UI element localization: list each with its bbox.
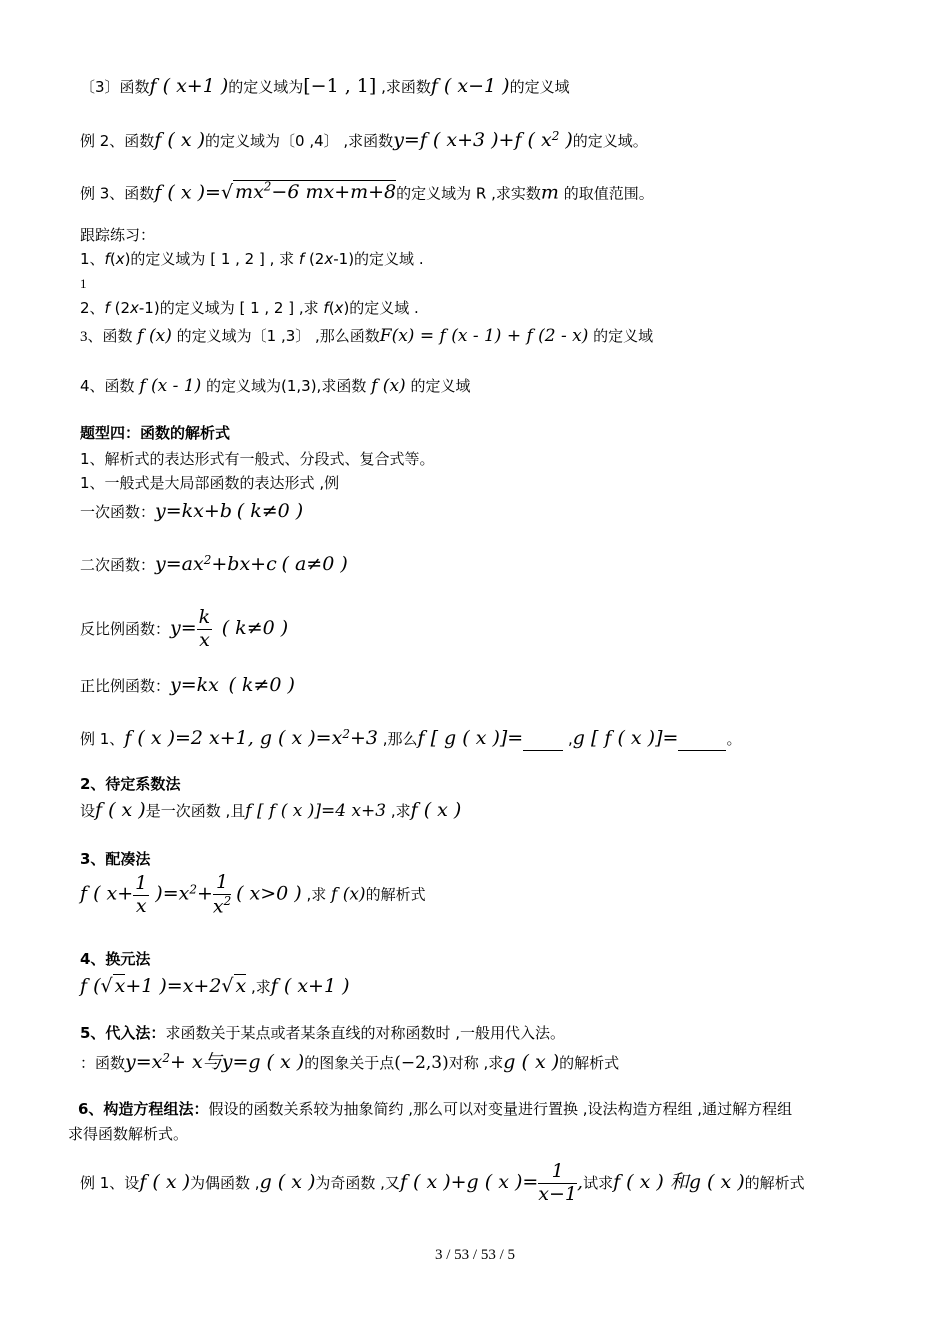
line-26: 6、构造方程组法：假设的函数关系较为抽象简约 ,那么可以对变量进行置换 ,设法构造方程组 ,通过解方程组 xyxy=(78,1100,793,1118)
line-4: 跟踪练习： xyxy=(80,226,156,244)
sqrt-x-2: x xyxy=(235,975,247,997)
sqrt-expression: $mx^2-6$ mx+m+8 xyxy=(235,180,397,204)
line-2: 例 2、函数f ( x )的定义域为〔0 ,4〕 ,求函数y=f ( x+3 )+f ( $x^2$ )的定义域。 xyxy=(80,129,648,151)
fraction-1-over-x-squared: $\frac{1}{x^2}$ xyxy=(212,871,232,918)
line-21: f ( x+ $\frac{1}{x}$ )$=x^2+$ $\frac{1}{x^2}$ ( x>0 ) ,求 f (x)的解析式 xyxy=(80,871,426,918)
page-footer xyxy=(0,1246,950,1266)
line-1: 〔3〕函数f ( x+1 )的定义域为[−1 , 1] ,求函数f ( x−1 )的定义域 xyxy=(80,75,570,97)
line-15: 反比例函数：y= $\frac{k}{x}$ ( k≠0 ) xyxy=(80,606,289,651)
line-23: f (√ x+1 )=x+2√ x ,求f ( x+1 ) xyxy=(80,975,350,997)
section-title-4: 题型四：函数的解析式 xyxy=(80,424,231,442)
line-6: 1 xyxy=(80,276,87,291)
line-19: 设f ( x )是一次函数 ,且f [ f ( x )]=4 x+3 ,求f ( x ) xyxy=(80,799,462,821)
sqrt-x-1: x xyxy=(114,975,126,997)
page-number: 3 / 53 / 53 / 5 xyxy=(434,1247,515,1263)
method-title-2: 2、待定系数法 xyxy=(80,775,181,793)
answer-blank-1[interactable] xyxy=(523,730,563,751)
answer-blank-2[interactable] xyxy=(678,730,726,751)
line-13: 一次函数：y=kx+b ( k≠0 ) xyxy=(80,500,304,522)
line-12: 1、一般式是大局部函数的表达形式 ,例 xyxy=(80,474,340,492)
method-title-4: 4、换元法 xyxy=(80,950,151,968)
line-16: 正比例函数：y=kx ( k≠0 ) xyxy=(80,674,295,696)
line-27: 求得函数解析式。 xyxy=(68,1125,189,1143)
fraction-1-over-x-minus-1: $\frac{1}{x-1}$ xyxy=(538,1160,578,1205)
line-25: ：函数$y=x^2+ x$与y=g ( x )的图象关于点(−2,3)对称 ,求g ( x )的解析式 xyxy=(80,1051,620,1073)
line-8: 3、函数 f (x) 的定义域为〔1 ,3〕 ,那么函数F(x) = f (x - 1) + f (2 - x) 的定义域 xyxy=(80,326,654,346)
line-11: 1、解析式的表达形式有一般式、分段式、复合式等。 xyxy=(80,450,435,468)
line-7: 2、f (2x-1)的定义域为 [ 1 , 2 ] ,求 f(x)的定义域 . xyxy=(80,299,419,317)
line-24: 5、代入法：求函数关于某点或者某条直线的对称函数时 ,一般用代入法。 xyxy=(80,1024,565,1042)
line-3: 例 3、函数f ( x )=√ $mx^2-6$ mx+m+8的定义域为 R ,求实数m 的取值范围。 xyxy=(80,180,654,204)
line-17: 例 1、f ( x )=2 x+1, g ( x )$=x^2+3$ ,那么f [ g ( x )]= ,g [ f ( x )]= 。 xyxy=(80,727,742,749)
line-28: 例 1、设f ( x )为偶函数 ,g ( x )为奇函数 ,又f ( x )+g ( x )= $\frac{1}{x-1}$ ,试求f ( x ) 和g ( x )的解析式 xyxy=(80,1160,805,1205)
line-14: 二次函数：$y=ax^2+bx+c$ ( a≠0 ) xyxy=(80,553,348,575)
fraction-k-over-x: $\frac{k}{x}$ xyxy=(198,606,211,651)
method-title-3: 3、配凑法 xyxy=(80,850,151,868)
line-9: 4、函数 f (x - 1) 的定义域为(1,3),求函数 f (x) 的定义域 xyxy=(80,376,471,396)
fraction-1-over-x: $\frac{1}{x}$ xyxy=(135,871,148,917)
line-5: 1、f(x)的定义域为 [ 1 , 2 ] , 求 f (2x-1)的定义域 . xyxy=(80,250,424,268)
